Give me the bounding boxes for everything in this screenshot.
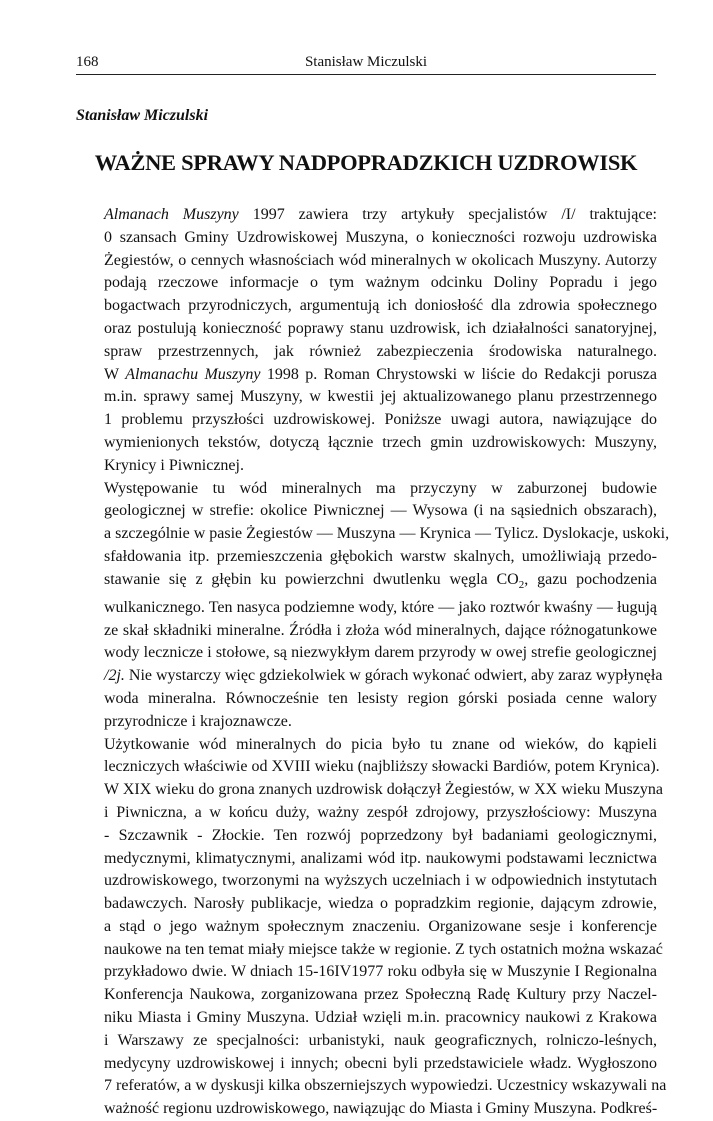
text-line: geologicznej w strefie: okolice Piwnicznej — Wysowa (i na sąsiednich obszarach), bbox=[104, 502, 657, 520]
text-line: - Szczawnik - Złockie. Ten rozwój poprzedzony był badaniami geologicznymi, bbox=[104, 826, 657, 844]
text-line: Żegiestów, o cennych własnościach wód mineralnych w okolicach Muszyny. Autorzy bbox=[104, 251, 657, 269]
text-line: przykładowo dwie. W dniach 15-16IV1977 roku odbyła się w Muszynie I Regionalna bbox=[104, 963, 657, 981]
text-line: 1 problemu przyszłości uzdrowiskowej. Poniższe uwagi autora, nawiązujące do bbox=[104, 411, 657, 429]
text-line: sfałdowania itp. przemieszczenia głębokich warstw skalnych, umożliwiają przedo- bbox=[104, 547, 657, 565]
text-line: uzdrowiskowego, tworzonymi na wyższych uczelniach i w odpowiednich instytutach bbox=[104, 872, 657, 890]
text-line: przyrodnicze i krajoznawcze. bbox=[104, 712, 292, 730]
article-body bbox=[76, 204, 670, 1121]
text-line: stawanie się z głębin ku powierzchni dwutlenku węgla $CO_2$, gazu pochodzenia bbox=[104, 570, 657, 591]
text-line: podają rzeczowe informacje o tym ważnym odcinku Doliny Popradu i jego bbox=[104, 274, 657, 292]
page-number: 168 bbox=[76, 54, 99, 70]
text-line: wulkanicznego. Ten nasyca podziemne wody, które — jako roztwór kwaśny — ługują bbox=[104, 598, 657, 616]
running-head-author: Stanisław Miczulski bbox=[304, 54, 428, 70]
text-line: /2j. Nie wystarczy więc gdziekolwiek w górach wykonać odwiert, aby zaraz wypłynęła bbox=[104, 667, 663, 685]
text-line: woda mineralna. Równocześnie ten lesisty region górski posiada cenne walory bbox=[104, 689, 657, 707]
text-line: medycznymi, klimatycznymi, analizami wód itp. naukowymi podstawami lecznictwa bbox=[104, 849, 657, 867]
text-line: wody lecznicze i stołowe, są niezwykłym darem przyrody w owej strefie geologicznej bbox=[104, 644, 657, 662]
text-line: a szczególnie w pasie Żegiestów — Muszyna — Krynica — Tylicz. Dyslokacje, uskoki, bbox=[104, 525, 670, 543]
text-line: Almanach Muszyny 1997 zawiera trzy artykuły specjalistów /I/ traktujące: bbox=[104, 206, 657, 223]
text-line: Występowanie tu wód mineralnych ma przyczyny w zaburzonej budowie bbox=[104, 479, 657, 497]
text-line: wymienionych tekstów, dotyczą łącznie trzech gmin uzdrowiskowych: Muszyny, bbox=[104, 433, 657, 451]
text-line: 0 szansach Gminy Uzdrowiskowej Muszyna, o konieczności rozwoju uzdrowiska bbox=[104, 228, 657, 246]
text-line: W XIX wieku do grona znanych uzdrowisk dołączył Żegiestów, w XX wieku Muszyna bbox=[104, 781, 663, 799]
text-line: naukowe na ten temat miały miejsce także w regionie. Z tych ostatnich można wskazać bbox=[104, 940, 663, 958]
paragraph-3 bbox=[76, 734, 667, 1121]
text-line: i Piwniczna, a w końcu duży, ważny zespół zdrojowy, przyszłościowy: Muszyna bbox=[104, 803, 657, 821]
text-line: niku Miasta i Gminy Muszyna. Udział wzięli m.in. pracownicy naukowi z Krakowa bbox=[104, 1009, 657, 1027]
text-line: Konferencja Naukowa, zorganizowana przez Społeczną Radę Kultury przy Naczel- bbox=[104, 986, 657, 1004]
text-line: m.in. sprawy samej Muszyny, w kwestii jej aktualizowanego planu przestrzennego bbox=[104, 388, 657, 406]
text-line: bogactwach przyrodniczych, argumentują ich doniosłość dla zdrowia społecznego bbox=[104, 297, 657, 315]
text-line: W Almanachu Muszyny 1998 p. Roman Chrystowski w liście do Redakcji porusza bbox=[104, 365, 658, 383]
paragraph-2 bbox=[76, 478, 670, 734]
text-line: a stąd o jego ważnym społecznym znaczeniu. Organizowane sesje i konferencje bbox=[104, 917, 657, 935]
article-author: Stanisław Miczulski bbox=[76, 107, 209, 124]
text-line: ze skał składniki mineralne. Źródła i złoża wód mineralnych, dające różnogatunkowe bbox=[104, 621, 657, 639]
italic-title: Almanachu Muszyny bbox=[125, 365, 261, 383]
text-line: Krynicy i Piwnicznej. bbox=[104, 456, 244, 474]
paragraph-1 bbox=[76, 204, 657, 478]
text-line: spraw przestrzennych, jak również zabezpieczenia środowiska naturalnego. bbox=[104, 342, 657, 360]
text-line: medycyny uzdrowiskowej i innych; obecni byli przedstawiciele władz. Wygłoszono bbox=[104, 1054, 657, 1072]
italic-title: Almanach Muszyny bbox=[104, 206, 239, 223]
text-line: Użytkowanie wód mineralnych do picia było tu znane od wieków, do kąpieli bbox=[104, 735, 657, 753]
text-line: oraz postulują konieczność poprawy stanu uzdrowisk, ich działalności sanatoryjnej, bbox=[104, 319, 657, 337]
text-line: badawczych. Narosły publikacje, wiedza o popradzkim regionie, dającym zdrowie, bbox=[104, 895, 657, 913]
text-line: leczniczych właściwie od XVIII wieku (najbliższy słowacki Bardiów, potem Krynica). bbox=[104, 758, 660, 776]
article-title: WAŻNE SPRAWY NADPOPRADZKICH UZDROWISK bbox=[94, 150, 638, 175]
reference-mark: /2j. bbox=[104, 667, 125, 685]
running-header bbox=[76, 54, 656, 75]
text-line: i Warszawy ze specjalności: urbanistyki, nauk geograficznych, rolniczo-leśnych, bbox=[104, 1031, 657, 1049]
text-line: 7 referatów, a w dyskusji kilka obszerniejszych wypowiedzi. Uczestnicy wskazywali na bbox=[104, 1077, 667, 1095]
text-line: ważność regionu uzdrowiskowego, nawiązując do Miasta i Gminy Muszyna. Podkreś- bbox=[104, 1100, 658, 1118]
